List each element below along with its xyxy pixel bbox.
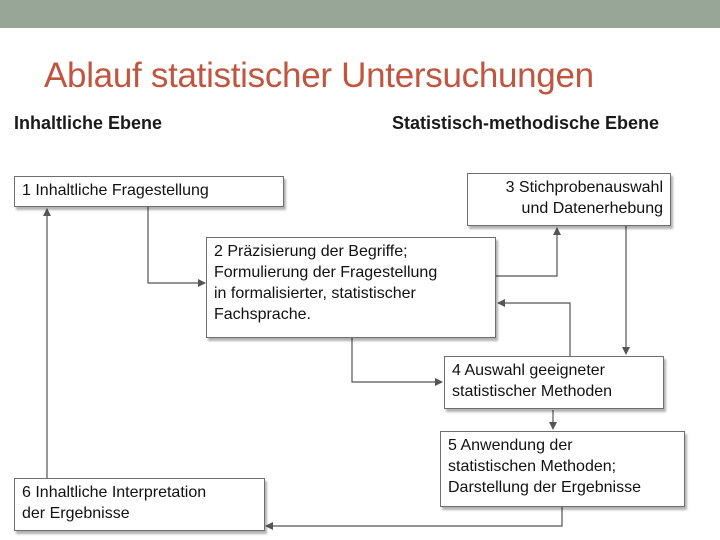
step-1-box: 1 Inhaltliche Fragestellung (14, 176, 284, 207)
arrow-4-to-2 (498, 303, 570, 356)
step-3-box: 3 Stichprobenauswahl und Datenerhebung (467, 173, 671, 226)
slide-title: Ablauf statistischer Untersuchungen (44, 56, 594, 95)
step-2-box: 2 Präzisierung der Begriffe; Formulierung der Fragestellung in formalisierter, statistischer Fachsprache. (206, 237, 496, 338)
arrow-2-to-3 (496, 228, 557, 276)
column-heading-statistical-level: Statistisch-methodische Ebene (392, 113, 660, 133)
step-5-box: 5 Anwendung der statistischen Methoden; Darstellung der Ergebnisse (440, 431, 685, 507)
arrow-2-to-4 (352, 338, 442, 382)
step-6-box: 6 Inhaltliche Interpretation der Ergebnisse (14, 478, 265, 531)
arrow-5-to-6 (266, 507, 562, 526)
arrow-1-to-2 (148, 206, 205, 283)
column-heading-content-level: Inhaltliche Ebene (14, 113, 163, 133)
step-4-box: 4 Auswahl geeigneter statistischer Methoden (444, 356, 664, 409)
